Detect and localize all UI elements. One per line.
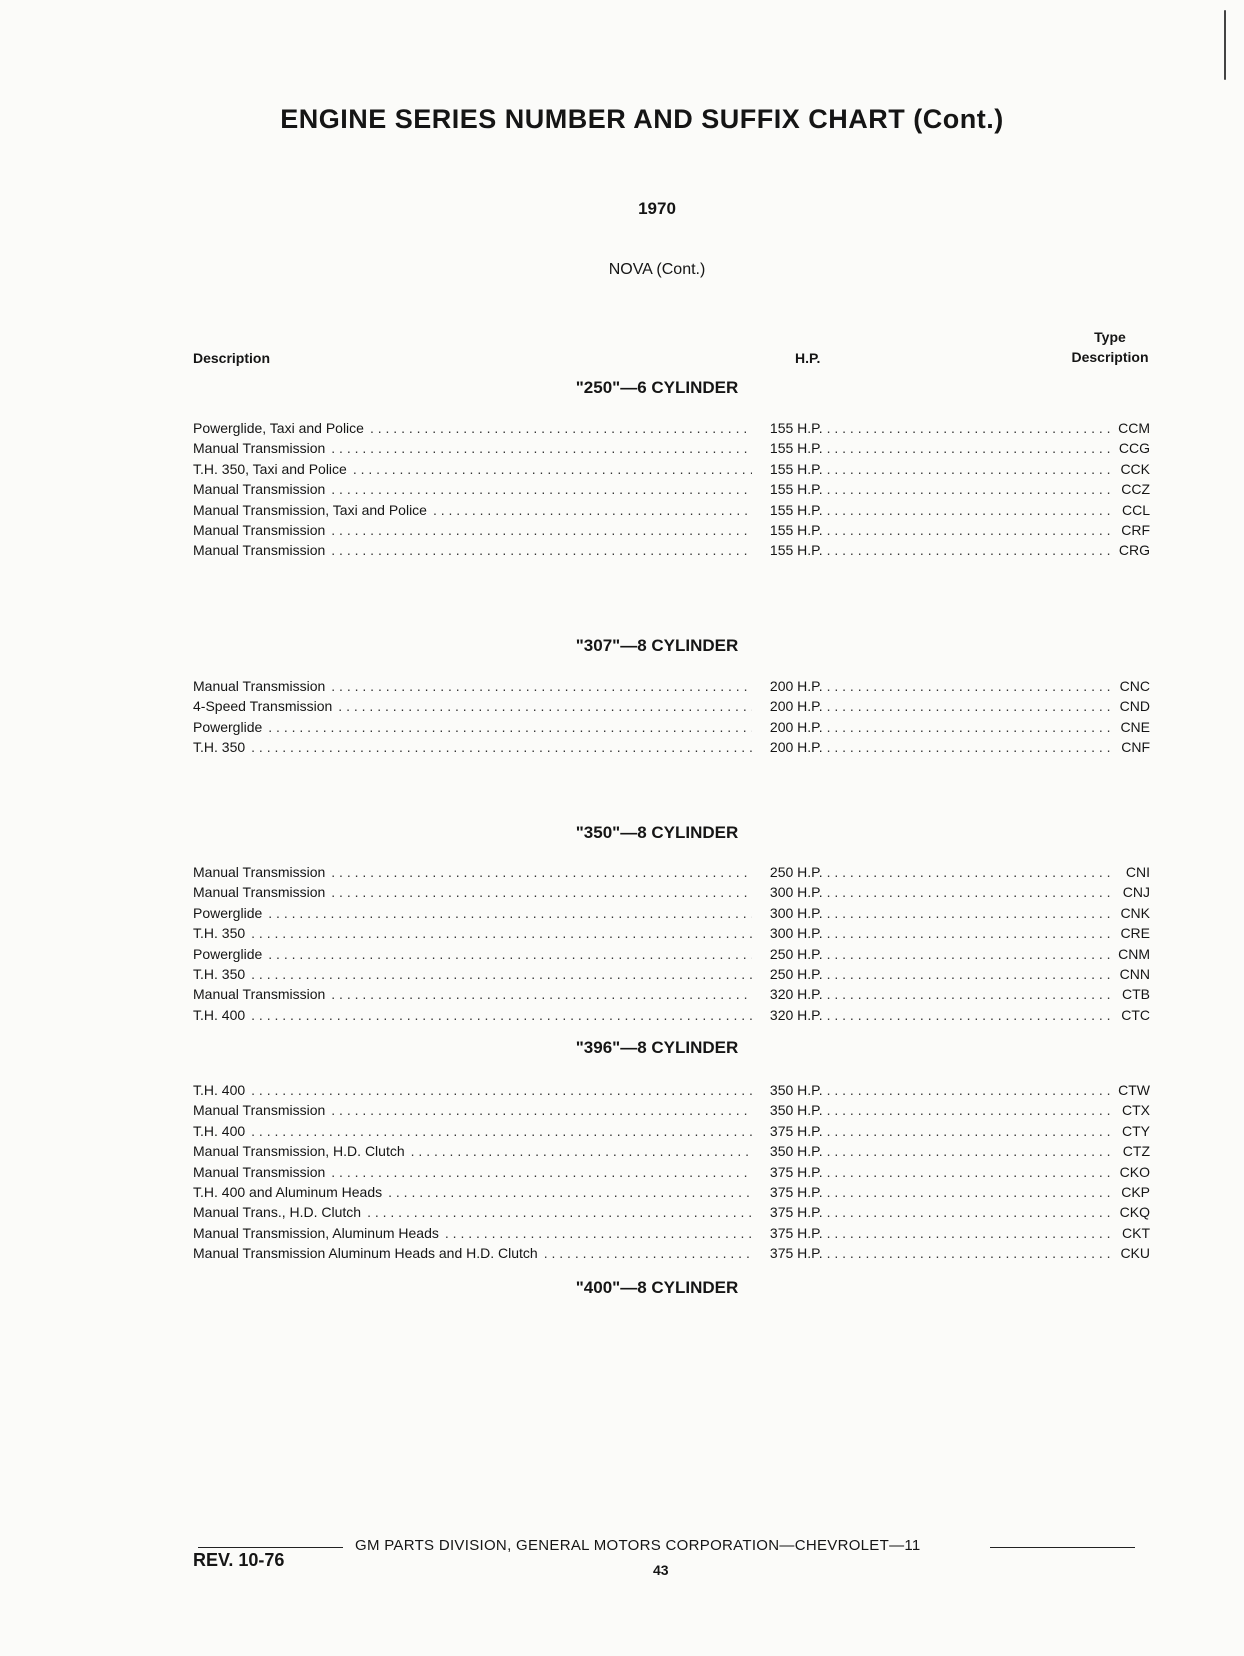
description-cell (193, 500, 752, 520)
type-code-cell: CKQ (1119, 1204, 1150, 1221)
hp-text: 250 H.P. (769, 864, 823, 880)
footer-rule-left (198, 1547, 343, 1548)
description-cell (193, 1121, 752, 1141)
description-cell (193, 1162, 752, 1182)
dot-leader (445, 1223, 752, 1243)
footer-publisher: GM PARTS DIVISION, GENERAL MOTORS CORPORATION—CHEVROLET—11 (355, 1537, 921, 1554)
table-row (193, 1243, 1150, 1263)
column-header-type-line2: Description (1071, 349, 1149, 365)
dot-leader (827, 696, 1114, 716)
type-code-cell: CNM (1118, 945, 1150, 962)
model-heading: NOVA (Cont.) (608, 261, 706, 278)
section-title-350: "350"—8 CYLINDER (575, 823, 739, 842)
type-code-cell: CRG (1118, 542, 1150, 559)
hp-cell (752, 540, 1114, 560)
type-code-cell: CTY (1122, 1122, 1150, 1139)
table-row (193, 1202, 1150, 1222)
description-text: T.H. 350, Taxi and Police (193, 460, 347, 477)
type-code-cell: CKP (1121, 1183, 1150, 1200)
dot-leader (827, 882, 1114, 902)
dot-leader (251, 1121, 752, 1141)
dot-leader (411, 1141, 752, 1161)
type-code-cell: CND (1119, 698, 1150, 715)
dot-leader (827, 520, 1114, 540)
hp-cell (752, 1202, 1114, 1222)
hp-cell (752, 459, 1114, 479)
dot-leader (370, 418, 752, 438)
hp-cell (752, 520, 1114, 540)
footer-rule-right (990, 1547, 1135, 1548)
table-row (193, 540, 1150, 560)
type-code-cell: CNJ (1122, 884, 1150, 901)
table-row (193, 923, 1150, 943)
type-code-cell: CRE (1120, 925, 1150, 942)
table-row (193, 717, 1150, 737)
hp-text: 375 H.P. (769, 1163, 823, 1180)
type-code-cell: CNK (1120, 904, 1150, 921)
page-title: ENGINE SERIES NUMBER AND SUFFIX CHART (Cont.) (280, 104, 1004, 134)
hp-cell (752, 862, 1114, 882)
dot-leader (544, 1243, 752, 1263)
type-code-cell: CKT (1122, 1224, 1150, 1241)
table-row (193, 1182, 1150, 1202)
dot-leader (251, 737, 752, 757)
hp-cell (752, 903, 1114, 923)
hp-text: 350 H.P. (769, 1082, 823, 1098)
description-text: Powerglide, Taxi and Police (193, 420, 364, 436)
margin-mark (1224, 10, 1226, 80)
description-cell (193, 1243, 752, 1263)
dot-leader (827, 923, 1114, 943)
description-text: Powerglide (193, 904, 263, 921)
hp-text: 155 H.P. (769, 440, 823, 457)
hp-text: 375 H.P. (769, 1224, 823, 1241)
dot-leader (827, 1005, 1114, 1025)
section-title-396: "396"—8 CYLINDER (575, 1038, 739, 1057)
description-text: Powerglide (193, 718, 263, 735)
description-cell (193, 418, 752, 438)
hp-text: 200 H.P. (769, 698, 823, 715)
table-row (193, 500, 1150, 520)
section-rows-307 (193, 676, 1150, 758)
dot-leader (827, 676, 1114, 696)
description-cell (193, 737, 752, 757)
hp-cell (752, 1182, 1114, 1202)
description-text: T.H. 400 and Aluminum Heads (193, 1183, 383, 1200)
dot-leader (827, 717, 1114, 737)
description-cell (193, 903, 752, 923)
hp-text: 375 H.P. (769, 1122, 823, 1139)
table-row (193, 964, 1150, 984)
description-text: T.H. 400 (193, 1082, 246, 1098)
hp-text: 250 H.P. (769, 965, 823, 982)
dot-leader (827, 1141, 1114, 1161)
dot-leader (251, 964, 752, 984)
hp-text: 320 H.P. (769, 1006, 823, 1023)
hp-cell (752, 676, 1114, 696)
hp-cell (752, 737, 1114, 757)
description-text: Manual Transmission (193, 678, 326, 694)
hp-text: 250 H.P. (769, 945, 823, 962)
hp-cell (752, 1005, 1114, 1025)
dot-leader (827, 1202, 1114, 1222)
table-row (193, 696, 1150, 716)
description-text: Manual Transmission, Taxi and Police (193, 501, 427, 518)
type-code-cell: CNC (1119, 678, 1150, 694)
dot-leader (827, 1100, 1114, 1120)
type-code-cell: CCK (1120, 460, 1150, 477)
dot-leader (827, 984, 1114, 1004)
description-text: 4-Speed Transmission (193, 698, 333, 715)
dot-leader (331, 862, 752, 882)
type-code-cell: CKU (1120, 1245, 1150, 1262)
hp-text: 200 H.P. (769, 739, 823, 756)
dot-leader (827, 964, 1114, 984)
hp-cell (752, 717, 1114, 737)
description-cell (193, 1141, 752, 1161)
description-text: Manual Transmission (193, 1163, 326, 1180)
description-cell (193, 520, 752, 540)
hp-cell (752, 964, 1114, 984)
hp-cell (752, 1121, 1114, 1141)
description-cell (193, 676, 752, 696)
dot-leader (827, 500, 1114, 520)
hp-text: 350 H.P. (769, 1143, 823, 1160)
dot-leader (331, 520, 752, 540)
hp-text: 300 H.P. (769, 904, 823, 921)
table-row (193, 1121, 1150, 1141)
dot-leader (331, 1162, 752, 1182)
hp-cell (752, 882, 1114, 902)
type-code-cell: CKO (1119, 1163, 1150, 1180)
hp-cell (752, 1100, 1114, 1120)
dot-leader (338, 696, 752, 716)
section-title-400: "400"—8 CYLINDER (575, 1278, 739, 1297)
description-text: Manual Trans., H.D. Clutch (193, 1204, 362, 1221)
table-row (193, 944, 1150, 964)
type-code-cell: CCL (1121, 501, 1150, 518)
hp-cell (752, 696, 1114, 716)
hp-text: 155 H.P. (769, 542, 823, 559)
dot-leader (827, 1243, 1114, 1263)
dot-leader (331, 438, 752, 458)
dot-leader (827, 903, 1114, 923)
description-text: Manual Transmission (193, 521, 326, 538)
description-text: Powerglide (193, 945, 263, 962)
description-cell (193, 1100, 752, 1120)
table-row (193, 459, 1150, 479)
table-row (193, 520, 1150, 540)
hp-text: 155 H.P. (769, 481, 823, 498)
dot-leader (827, 1121, 1114, 1141)
type-code-cell: CTW (1118, 1082, 1150, 1098)
type-code-cell: CNI (1125, 864, 1150, 880)
hp-text: 200 H.P. (769, 718, 823, 735)
hp-text: 375 H.P. (769, 1183, 823, 1200)
hp-cell (752, 944, 1114, 964)
dot-leader (367, 1202, 752, 1222)
type-code-cell: CRF (1121, 521, 1150, 538)
dot-leader (251, 1080, 752, 1100)
dot-leader (268, 717, 752, 737)
dot-leader (827, 1080, 1114, 1100)
dot-leader (251, 1005, 752, 1025)
dot-leader (353, 459, 752, 479)
dot-leader (827, 418, 1114, 438)
section-rows-350 (193, 862, 1150, 1025)
dot-leader (331, 984, 752, 1004)
hp-text: 375 H.P. (769, 1245, 823, 1262)
hp-cell (752, 418, 1114, 438)
description-cell (193, 717, 752, 737)
type-code-cell: CCG (1118, 440, 1150, 457)
dot-leader (827, 459, 1114, 479)
dot-leader (827, 438, 1114, 458)
table-row (193, 1223, 1150, 1243)
description-text: T.H. 350 (193, 739, 246, 756)
table-row (193, 1141, 1150, 1161)
hp-text: 155 H.P. (769, 501, 823, 518)
hp-cell (752, 438, 1114, 458)
description-cell (193, 964, 752, 984)
description-cell (193, 1202, 752, 1222)
type-code-cell: CNN (1119, 965, 1150, 982)
column-header-hp: H.P. (795, 350, 821, 366)
hp-cell (752, 1141, 1114, 1161)
table-row (193, 1080, 1150, 1100)
description-text: Manual Transmission Aluminum Heads and H.D. Clutch (193, 1245, 538, 1262)
table-row (193, 438, 1150, 458)
dot-leader (827, 479, 1114, 499)
table-row (193, 882, 1150, 902)
description-text: Manual Transmission, Aluminum Heads (193, 1224, 439, 1241)
description-text: Manual Transmission (193, 440, 326, 457)
description-cell (193, 459, 752, 479)
description-cell (193, 479, 752, 499)
dot-leader (331, 1100, 752, 1120)
type-code-cell: CTC (1121, 1006, 1150, 1023)
type-code-cell: CNF (1121, 739, 1150, 756)
description-text: T.H. 350 (193, 925, 246, 942)
description-text: Manual Transmission (193, 542, 326, 559)
hp-cell (752, 1080, 1114, 1100)
type-code-cell: CTX (1122, 1102, 1150, 1119)
hp-text: 300 H.P. (769, 884, 823, 901)
page-number: 43 (653, 1562, 669, 1578)
table-row (193, 676, 1150, 696)
description-cell (193, 1005, 752, 1025)
dot-leader (433, 500, 752, 520)
description-text: T.H. 400 (193, 1006, 246, 1023)
description-cell (193, 1080, 752, 1100)
type-code-cell: CTZ (1122, 1143, 1150, 1160)
description-cell (193, 696, 752, 716)
section-rows-396 (193, 1080, 1150, 1264)
dot-leader (827, 737, 1114, 757)
table-row (193, 1100, 1150, 1120)
section-title-250: "250"—6 CYLINDER (575, 378, 739, 397)
description-text: Manual Transmission (193, 481, 326, 498)
dot-leader (268, 944, 752, 964)
dot-leader (331, 479, 752, 499)
hp-cell (752, 1243, 1114, 1263)
description-cell (193, 1223, 752, 1243)
table-row (193, 418, 1150, 438)
year-heading: 1970 (638, 199, 676, 218)
dot-leader (388, 1182, 752, 1202)
table-row (193, 1005, 1150, 1025)
hp-cell (752, 500, 1114, 520)
table-row (193, 479, 1150, 499)
description-text: Manual Transmission, H.D. Clutch (193, 1143, 405, 1160)
hp-cell (752, 479, 1114, 499)
description-cell (193, 1182, 752, 1202)
description-text: T.H. 400 (193, 1122, 246, 1139)
description-text: Manual Transmission (193, 884, 326, 901)
section-title-307: "307"—8 CYLINDER (575, 636, 739, 655)
dot-leader (331, 540, 752, 560)
column-header-type-line1: Type (1094, 329, 1126, 345)
description-text: Manual Transmission (193, 1102, 326, 1119)
description-cell (193, 540, 752, 560)
hp-cell (752, 1223, 1114, 1243)
hp-text: 350 H.P. (769, 1102, 823, 1119)
dot-leader (827, 862, 1114, 882)
dot-leader (331, 676, 752, 696)
dot-leader (331, 882, 752, 902)
description-cell (193, 882, 752, 902)
section-rows-250 (193, 418, 1150, 561)
dot-leader (827, 1162, 1114, 1182)
dot-leader (827, 1223, 1114, 1243)
table-row (193, 737, 1150, 757)
hp-text: 155 H.P. (769, 521, 823, 538)
hp-text: 155 H.P. (769, 420, 823, 436)
dot-leader (268, 903, 752, 923)
dot-leader (827, 1182, 1114, 1202)
table-row (193, 862, 1150, 882)
column-header-description: Description (193, 350, 271, 366)
description-cell (193, 923, 752, 943)
hp-text: 375 H.P. (769, 1204, 823, 1221)
hp-text: 320 H.P. (769, 986, 823, 1003)
description-text: Manual Transmission (193, 864, 326, 880)
hp-cell (752, 923, 1114, 943)
column-header-type (1060, 327, 1160, 367)
dot-leader (827, 944, 1114, 964)
dot-leader (827, 540, 1114, 560)
hp-text: 155 H.P. (769, 460, 823, 477)
hp-text: 200 H.P. (769, 678, 823, 694)
revision-label: REV. 10-76 (193, 1550, 285, 1570)
type-code-cell: CCM (1118, 420, 1150, 436)
type-code-cell: CCZ (1121, 481, 1150, 498)
hp-cell (752, 1162, 1114, 1182)
dot-leader (251, 923, 752, 943)
table-row (193, 903, 1150, 923)
type-code-cell: CNE (1120, 718, 1150, 735)
table-row (193, 1162, 1150, 1182)
description-text: T.H. 350 (193, 965, 246, 982)
description-text: Manual Transmission (193, 986, 326, 1003)
table-row (193, 984, 1150, 1004)
description-cell (193, 862, 752, 882)
description-cell (193, 984, 752, 1004)
description-cell (193, 438, 752, 458)
type-code-cell: CTB (1122, 986, 1150, 1003)
hp-text: 300 H.P. (769, 925, 823, 942)
description-cell (193, 944, 752, 964)
hp-cell (752, 984, 1114, 1004)
